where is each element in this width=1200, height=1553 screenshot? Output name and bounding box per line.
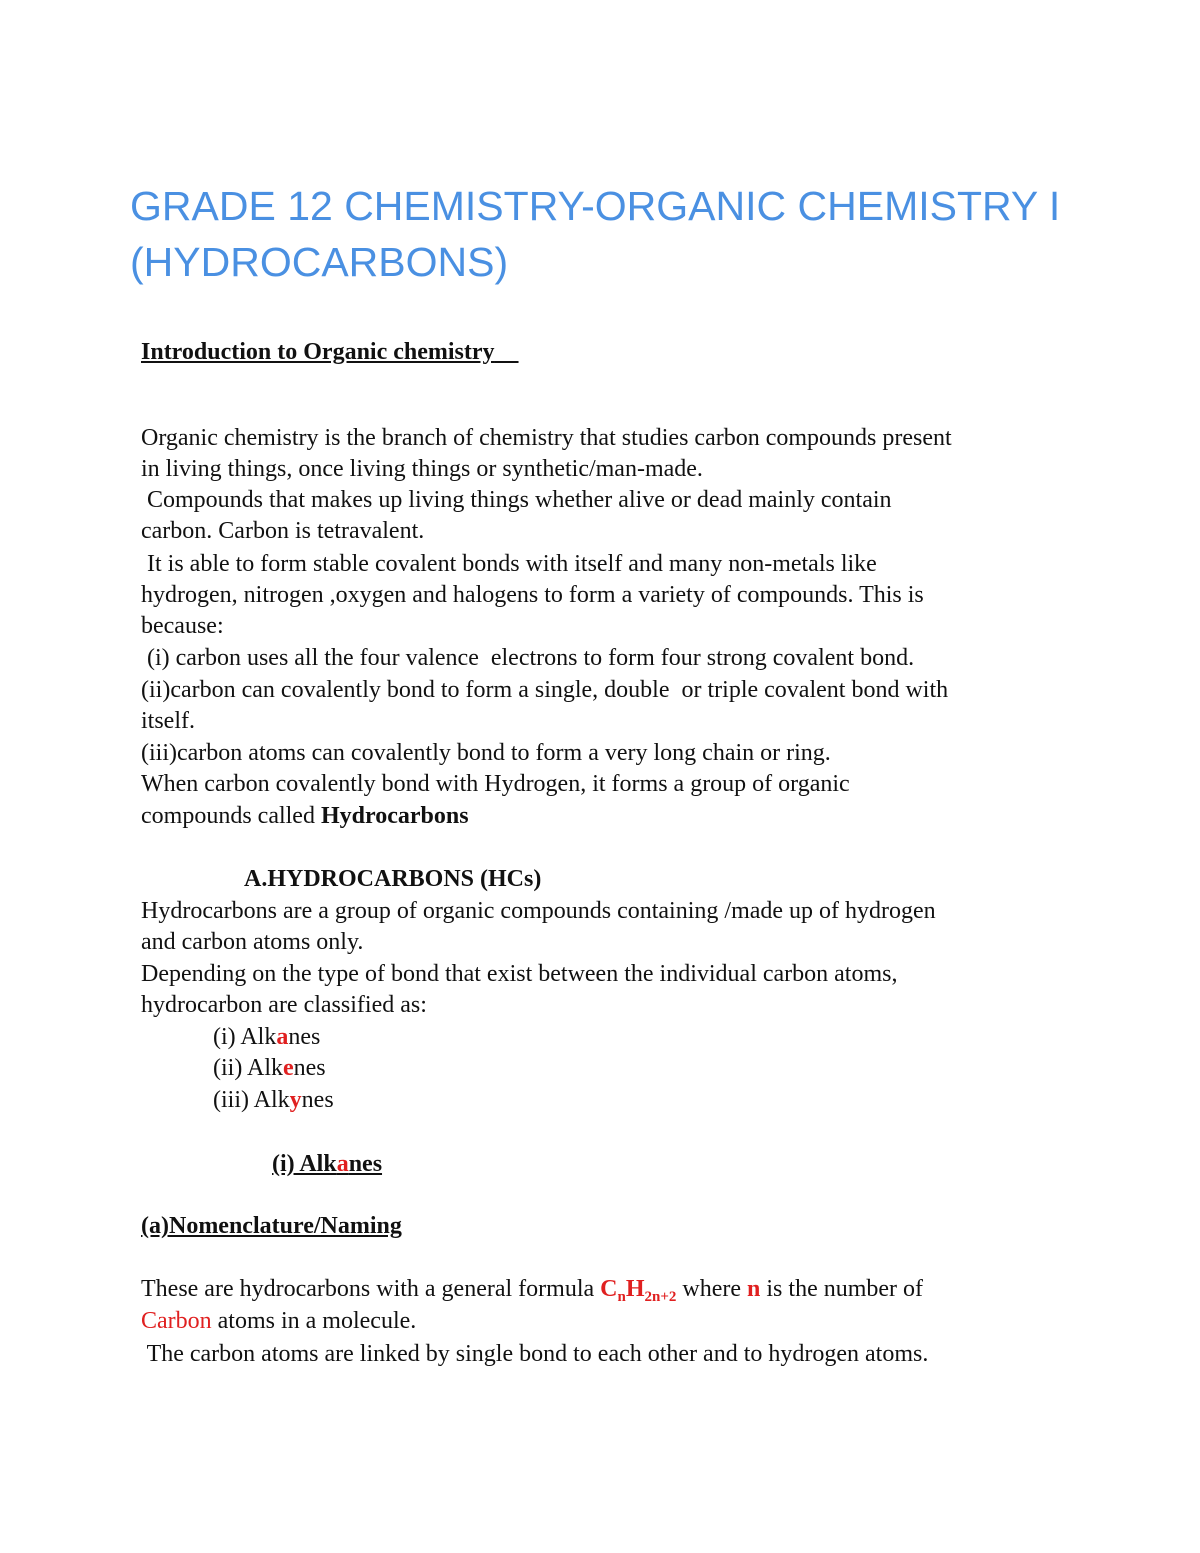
intro-line: Organic chemistry is the branch of chemistry that studies carbon compounds present: [141, 425, 952, 451]
intro-line: Compounds that makes up living things whether alive or dead mainly contain: [141, 487, 892, 513]
class-item-alkenes: (ii) Alkenes: [213, 1055, 326, 1081]
nomenclature-heading: (a)Nomenclature/Naming: [141, 1213, 402, 1239]
class-item-alkynes: (iii) Alkynes: [213, 1087, 334, 1113]
title-line-1: GRADE 12 CHEMISTRY-ORGANIC CHEMISTRY I: [130, 183, 1061, 229]
hydrocarbons-heading: A.HYDROCARBONS (HCs): [244, 866, 542, 892]
alkanes-heading: (i) Alkanes: [272, 1151, 383, 1177]
intro-line: carbon. Carbon is tetravalent.: [141, 518, 425, 544]
intro-line: When carbon covalently bond with Hydrogen, it forms a group of organic: [141, 771, 850, 797]
intro-line: itself.: [141, 708, 195, 734]
intro-line: because:: [141, 613, 224, 639]
hydrocarbons-line: Hydrocarbons are a group of organic compounds containing /made up of hydrogen: [141, 898, 936, 924]
document-title: [130, 178, 1130, 290]
hydrocarbons-line: Depending on the type of bond that exist between the individual carbon atoms,: [141, 961, 898, 987]
intro-line: It is able to form stable covalent bonds with itself and many non-metals like: [141, 551, 877, 577]
carbon-line: Carbon atoms in a molecule.: [141, 1308, 417, 1334]
hydrocarbons-term: Hydrocarbons: [320, 803, 469, 829]
intro-heading: Introduction to Organic chemistry: [141, 339, 495, 365]
formula-line: These are hydrocarbons with a general formula $C_nH_{2n+2}$ where n is the number of: [141, 1276, 924, 1305]
intro-last-line: compounds called Hydrocarbons: [141, 803, 469, 829]
intro-line: (iii)carbon atoms can covalently bond to form a very long chain or ring.: [141, 740, 831, 766]
intro-line: in living things, once living things or synthetic/man-made.: [141, 456, 703, 482]
alkanes-last-line: The carbon atoms are linked by single bond to each other and to hydrogen atoms.: [141, 1341, 929, 1367]
carbon-term: Carbon: [141, 1308, 212, 1334]
intro-line: (ii)carbon can covalently bond to form a single, double or triple covalent bond with: [141, 677, 949, 703]
hydrocarbons-line: hydrocarbon are classified as:: [141, 992, 427, 1018]
general-formula: $C_nH_{2n+2}$: [600, 1276, 677, 1305]
title-line-2: (HYDROCARBONS): [130, 239, 509, 285]
intro-line: hydrogen, nitrogen ,oxygen and halogens to form a variety of compounds. This is: [141, 582, 924, 608]
class-item-alkanes: (i) Alkanes: [213, 1024, 321, 1050]
hydrocarbons-line: and carbon atoms only.: [141, 929, 364, 955]
intro-line: (i) carbon uses all the four valence electrons to form four strong covalent bond.: [141, 645, 915, 671]
